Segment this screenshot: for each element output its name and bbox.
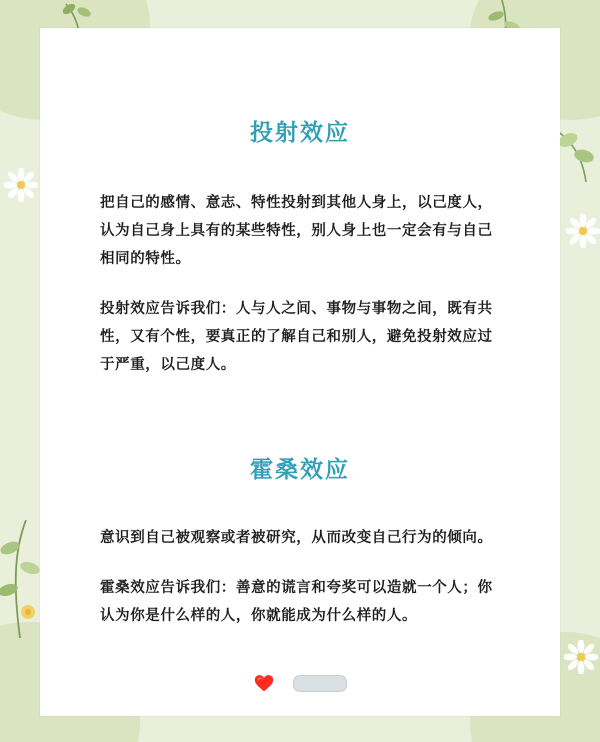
card-footer bbox=[40, 672, 560, 694]
section-heading-1: 投射效应 bbox=[250, 119, 350, 145]
section-body-2 bbox=[100, 524, 500, 630]
section-heading-2: 霍桑效应 bbox=[250, 456, 350, 482]
paragraph: 投射效应告诉我们：人与人之间、事物与事物之间，既有共性，又有个性，要真正的了解自己和别人，避免投射效应过于严重，以己度人。 bbox=[100, 301, 493, 373]
paragraph: 把自己的感情、意志、特性投射到其他人身上，以己度人，认为自己身上具有的某些特性，别人身上也一定会有与自己相同的特性。 bbox=[100, 195, 493, 267]
paragraph: 意识到自己被观察或者被研究，从而改变自己行为的倾向。 bbox=[100, 530, 493, 546]
daisy-flower-left-icon bbox=[4, 168, 38, 202]
content-card bbox=[40, 28, 560, 716]
heart-icon bbox=[253, 672, 275, 694]
daisy-flower-right-icon bbox=[566, 214, 600, 248]
rounded-pill-placeholder bbox=[293, 675, 347, 692]
section-body-1 bbox=[100, 189, 500, 379]
paragraph: 霍桑效应告诉我们：善意的谎言和夸奖可以造就一个人；你认为你是什么样的人，你就能成为什么样的人。 bbox=[100, 580, 493, 624]
